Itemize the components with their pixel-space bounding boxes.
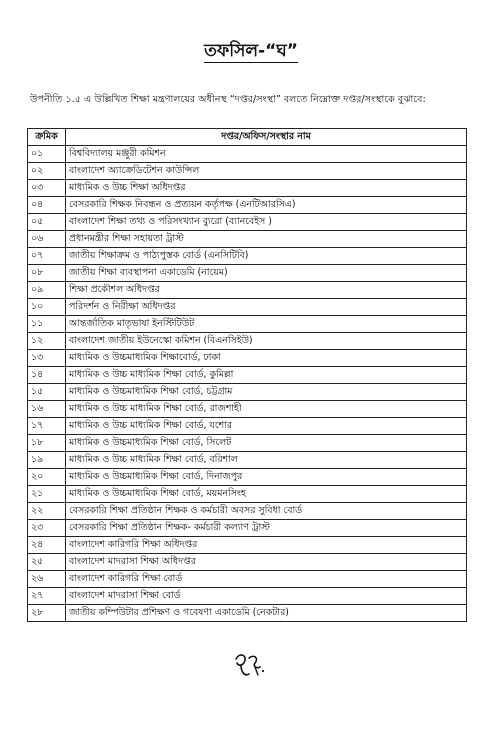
row-office-name: বাংলাদেশ জাতীয় ইউনেস্কো কমিশন (বিএনসিইউ) (66, 333, 467, 350)
row-office-name: বাংলাদেশ শিক্ষা তথ্য ও পরিসংখ্যান ব্যুরো (ব্যানবেইস ) (66, 214, 467, 231)
row-office-name: বাংলাদেশ মাদরাসা শিক্ষা অধিদপ্তর (66, 554, 467, 571)
table-body (28, 146, 467, 622)
table-row (28, 367, 467, 384)
row-serial: ১৬ (28, 401, 66, 418)
row-office-name: মাধ্যমিক ও উচ্চমাধ্যমিক শিক্ষা বোর্ড, দিনাজপুর (66, 469, 467, 486)
table-row (28, 316, 467, 333)
row-serial: ১০ (28, 299, 66, 316)
table-row (28, 537, 467, 554)
table-row (28, 180, 467, 197)
row-office-name: মাধ্যমিক ও উচ্চমাধ্যমিক শিক্ষা বোর্ড, সিলেট (66, 435, 467, 452)
table-row (28, 435, 467, 452)
table-row (28, 588, 467, 605)
row-serial: ১৫ (28, 384, 66, 401)
table-row (28, 248, 467, 265)
row-serial: ১১ (28, 316, 66, 333)
row-office-name: বেসরকারি শিক্ষা প্রতিষ্ঠান শিক্ষক- কর্মচারী কল্যাণ ট্রাস্ট (66, 520, 467, 537)
table-row (28, 520, 467, 537)
table-row (28, 384, 467, 401)
row-office-name: জাতীয় কম্পিউটার প্রশিক্ষণ ও গবেষণা একাডেমি (নেকটার) (66, 605, 467, 622)
row-office-name: মাধ্যমিক ও উচ্চমাধ্যমিক শিক্ষাবোর্ড, ঢাকা (66, 350, 467, 367)
table-row (28, 571, 467, 588)
table-row (28, 401, 467, 418)
table-row (28, 282, 467, 299)
table-row (28, 418, 467, 435)
table-row (28, 197, 467, 214)
row-office-name: মাধ্যমিক ও উচ্চ মাধ্যমিক শিক্ষা বোর্ড, বরিশাল (66, 452, 467, 469)
row-serial: ২৫ (28, 554, 66, 571)
row-office-name: বিশ্ববিদ্যালয় মঞ্জুরী কমিশন (66, 146, 467, 163)
table-row (28, 231, 467, 248)
row-serial: ০২ (28, 163, 66, 180)
table-row (28, 265, 467, 282)
row-office-name: বাংলাদেশ অ্যাক্রেডিটেশন কাউন্সিল (66, 163, 467, 180)
page-title-text: তফসিল-“ঘ” (204, 41, 298, 61)
table-row (28, 214, 467, 231)
row-serial: ১৯ (28, 452, 66, 469)
row-serial: ২৩ (28, 520, 66, 537)
row-office-name: বেসরকারি শিক্ষা প্রতিষ্ঠান শিক্ষক ও কর্মচারী অবসর সুবিধা বোর্ড (66, 503, 467, 520)
row-office-name: প্রধানমন্ত্রীর শিক্ষা সহায়তা ট্রাস্ট (66, 231, 467, 248)
row-office-name: মাধ্যমিক ও উচ্চ শিক্ষা অধিদপ্তর (66, 180, 467, 197)
column-header-name: দপ্তর/অফিস/সংস্থার নাম (66, 129, 467, 146)
row-serial: ২০ (28, 469, 66, 486)
table-row (28, 163, 467, 180)
row-office-name: মাধ্যমিক ও উচ্চ মাধ্যমিক শিক্ষা বোর্ড, রাজশাহী (66, 401, 467, 418)
table-row (28, 605, 467, 622)
row-office-name: মাধ্যমিক ও উচ্চ মাধ্যমিক শিক্ষা বোর্ড, যশোর (66, 418, 467, 435)
row-office-name: মাধ্যমিক ও উচ্চমাধ্যমিক শিক্ষা বোর্ড, চট্টগ্রাম (66, 384, 467, 401)
row-office-name: জাতীয় শিক্ষাক্রম ও পাঠ্যপুস্তক বোর্ড (এনসিটিবি) (66, 248, 467, 265)
row-office-name: মাধ্যমিক ও উচ্চমাধ্যমিক শিক্ষা বোর্ড, ময়মনসিংহ (66, 486, 467, 503)
table-header-row (28, 129, 467, 146)
row-serial: ২৪ (28, 537, 66, 554)
row-office-name: বাংলাদেশ কারিগরি শিক্ষা অধিদপ্তর (66, 537, 467, 554)
table-row (28, 503, 467, 520)
page-title (0, 38, 502, 66)
row-serial: ০৫ (28, 214, 66, 231)
row-office-name: বাংলাদেশ কারিগরি শিক্ষা বোর্ড (66, 571, 467, 588)
row-office-name: শিক্ষা প্রকৌশল অধিদপ্তর (66, 282, 467, 299)
table-row (28, 469, 467, 486)
row-serial: ০৯ (28, 282, 66, 299)
table-row (28, 299, 467, 316)
row-office-name: পরিদর্শন ও নিরীক্ষা অধিদপ্তর (66, 299, 467, 316)
row-serial: ২৭ (28, 588, 66, 605)
row-serial: ০৬ (28, 231, 66, 248)
row-office-name: মাধ্যমিক ও উচ্চ মাধ্যমিক শিক্ষা বোর্ড, কুমিল্লা (66, 367, 467, 384)
row-office-name: জাতীয় শিক্ষা ব্যবস্থাপনা একাডেমি (নায়েম) (66, 265, 467, 282)
row-office-name: বেসরকারি শিক্ষক নিবন্ধন ও প্রত্যয়ন কর্তৃপক্ষ (এনটিআরসিএ) (66, 197, 467, 214)
row-serial: ১৭ (28, 418, 66, 435)
row-serial: ০৮ (28, 265, 66, 282)
row-office-name: বাংলাদেশ মাদরাসা শিক্ষা বোর্ড (66, 588, 467, 605)
row-serial: ২১ (28, 486, 66, 503)
table-row (28, 350, 467, 367)
row-serial: ২৬ (28, 571, 66, 588)
row-serial: ২৮ (28, 605, 66, 622)
row-serial: ০৪ (28, 197, 66, 214)
row-serial: ২২ (28, 503, 66, 520)
page-number-handwritten (232, 650, 268, 680)
table-row (28, 333, 467, 350)
column-header-serial: ক্রমিক (28, 129, 66, 146)
table-row (28, 452, 467, 469)
row-serial: ১৪ (28, 367, 66, 384)
office-table (27, 128, 467, 622)
intro-text: উপনীতি ১.৫ এ উল্লিখিত শিক্ষা মন্ত্রণালয়ের অধীনস্থ “দপ্তর/সংস্থা” বলতে নিম্নোক্ত দপ্তর/সংস্থাকে বুঝাবে: (30, 94, 426, 105)
row-serial: ১৮ (28, 435, 66, 452)
table-row (28, 554, 467, 571)
row-serial: ১২ (28, 333, 66, 350)
row-serial: ০৭ (28, 248, 66, 265)
row-serial: ০১ (28, 146, 66, 163)
page-number-mark (232, 650, 268, 680)
row-office-name: আন্তর্জাতিক মাতৃভাষা ইনস্টিটিউট (66, 316, 467, 333)
row-serial: ১৩ (28, 350, 66, 367)
table-row (28, 486, 467, 503)
table-row (28, 146, 467, 163)
row-serial: ০৩ (28, 180, 66, 197)
